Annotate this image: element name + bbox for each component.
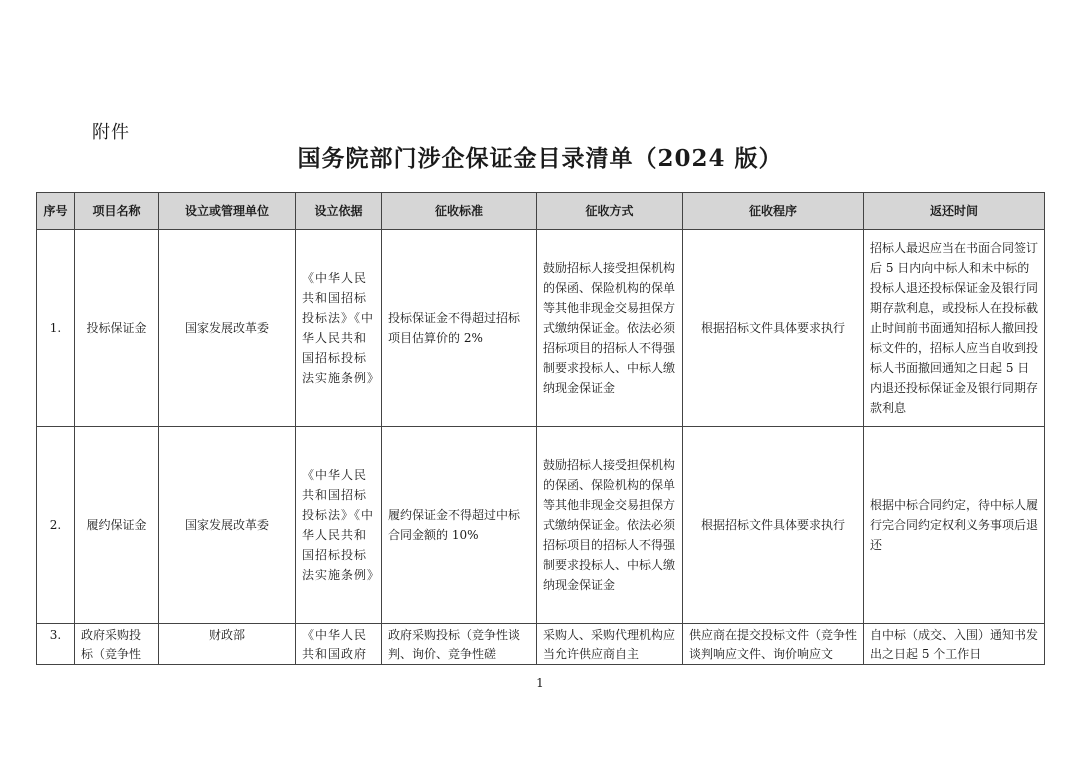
table-container [36,192,1046,661]
cell-procedure: 根据招标文件具体要求执行 [683,230,864,427]
deposit-catalog-table [36,192,1045,665]
cell-refund: 招标人最迟应当在书面合同签订后 5 日内向中标人和未中标的投标人退还投标保证金及银行同期存款利息，或投标人在投标截止时间前书面通知招标人撤回投标文件的，招标人应当自收到投标人书面撤回通知之日起 5 日内退还投标保证金及银行同期存款利息 [864,230,1045,427]
column-header-no: 序号 [37,193,75,230]
column-header-method: 征收方式 [537,193,683,230]
cell-standard: 投标保证金不得超过招标项目估算价的 2% [382,230,537,427]
cell-unit: 国家发展改革委 [159,427,296,624]
cell-unit: 财政部 [159,624,296,665]
cell-no: 3. [37,624,75,665]
cell-method: 鼓励招标人接受担保机构的保函、保险机构的保单等其他非现金交易担保方式缴纳保证金。依法必须招标项目的招标人不得强制要求投标人、中标人缴纳现金保证金 [537,230,683,427]
column-header-standard: 征收标准 [382,193,537,230]
cell-no: 1. [37,230,75,427]
table-header-row [37,193,1045,230]
cell-refund: 根据中标合同约定，待中标人履行完合同约定权利义务事项后退还 [864,427,1045,624]
cell-unit: 国家发展改革委 [159,230,296,427]
table-row [37,427,1045,624]
cell-name: 履约保证金 [75,427,159,624]
cell-name: 投标保证金 [75,230,159,427]
cell-refund: 自中标（成交、入围）通知书发出之日起 5 个工作日 [864,624,1045,665]
page-number: 1 [536,676,544,690]
cell-basis: 《中华人民共和国招标投标法》《中华人民共和国招标投标法实施条例》 [296,427,382,624]
cell-basis: 《中华人民共和国政府 [296,624,382,665]
column-header-name: 项目名称 [75,193,159,230]
cell-name: 政府采购投标（竞争性 [75,624,159,665]
page-title: 国务院部门涉企保证金目录清单（2024 版） [297,145,783,172]
cell-method: 采购人、采购代理机构应当允许供应商自主 [537,624,683,665]
column-header-procedure: 征收程序 [683,193,864,230]
cell-method: 鼓励招标人接受担保机构的保函、保险机构的保单等其他非现金交易担保方式缴纳保证金。依法必须招标项目的招标人不得强制要求投标人、中标人缴纳现金保证金 [537,427,683,624]
cell-standard: 履约保证金不得超过中标合同金额的 10% [382,427,537,624]
cell-basis: 《中华人民共和国招标投标法》《中华人民共和国招标投标法实施条例》 [296,230,382,427]
attachment-label: 附件 [92,122,130,143]
column-header-refund: 返还时间 [864,193,1045,230]
column-header-unit: 设立或管理单位 [159,193,296,230]
column-header-basis: 设立依据 [296,193,382,230]
cell-no: 2. [37,427,75,624]
table-row [37,624,1045,665]
table-row [37,230,1045,427]
cell-standard: 政府采购投标（竞争性谈判、询价、竞争性磋 [382,624,537,665]
cell-procedure: 根据招标文件具体要求执行 [683,427,864,624]
cell-procedure: 供应商在提交投标文件（竞争性谈判响应文件、询价响应文 [683,624,864,665]
